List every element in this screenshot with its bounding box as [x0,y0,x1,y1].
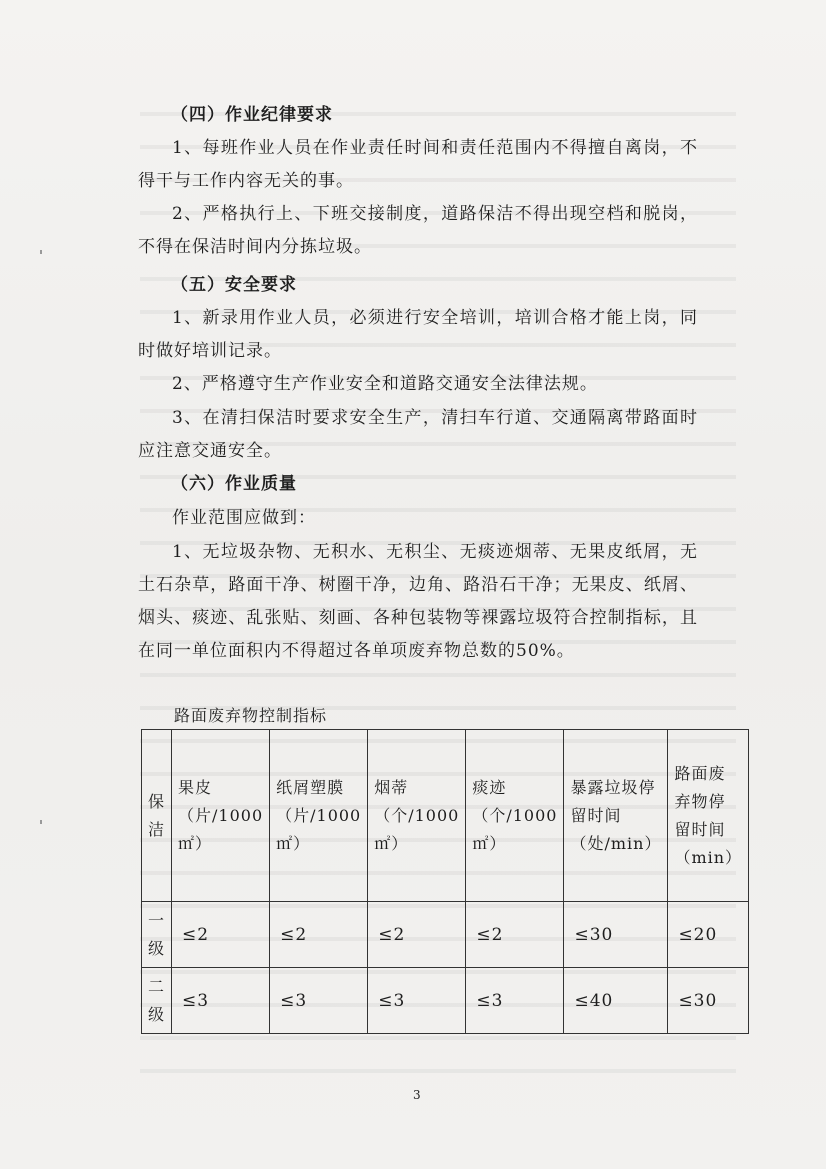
value-cell: ≤3 [270,968,368,1034]
header-cell: 痰迹（个/1000㎡） [466,730,564,902]
header-cell: 保洁 [142,730,172,902]
grade-cell: 二级 [142,968,172,1034]
value-cell: ≤2 [368,902,466,968]
table-caption: 路面废弃物控制指标 [174,706,328,725]
value-cell: ≤30 [564,902,668,968]
value-cell: ≤30 [668,968,749,1034]
header-cell: 果皮（片/1000㎡） [172,730,270,902]
value-cell: ≤20 [668,902,749,968]
paragraph: 1、无垃圾杂物、无积水、无积尘、无痰迹烟蒂、无果皮纸屑，无土石杂草，路面干净、树圈干净，边角、路沿石干净；无果皮、纸屑、烟头、痰迹、乱张贴、刻画、各种包装物等裸露垃圾符合控制指标，且在同一单位面积内不得超过各单项废弃物总数的50%。 [138,542,698,661]
scan-mark [40,820,42,824]
header-cell: 路面废弃物停留时间（min） [668,730,749,902]
table-row [142,968,749,1034]
paragraph: 2、严格遵守生产作业安全和道路交通安全法律法规。 [172,374,598,394]
page-number: 3 [413,1088,421,1102]
header-cell: 纸屑塑膜（片/1000㎡） [270,730,368,902]
paragraph: 3、在清扫保洁时要求安全生产，清扫车行道、交通隔离带路面时应注意交通安全。 [138,408,698,461]
value-cell: ≤3 [368,968,466,1034]
header-cell: 暴露垃圾停留时间（处/min） [564,730,668,902]
value-cell: ≤2 [466,902,564,968]
section-heading-6: （六）作业质量 [171,474,297,494]
control-index-table [141,729,749,1034]
paragraph: 作业范围应做到： [172,508,316,528]
paragraph: 2、严格执行上、下班交接制度，道路保洁不得出现空档和脱岗，不得在保洁时间内分拣垃圾。 [138,204,698,257]
header-cell: 烟蒂（个/1000㎡） [368,730,466,902]
paragraph: 1、新录用作业人员，必须进行安全培训，培训合格才能上岗，同时做好培训记录。 [138,308,698,361]
paragraph: 1、每班作业人员在作业责任时间和责任范围内不得擅自离岗，不得干与工作内容无关的事。 [138,138,698,191]
table-row [142,902,749,968]
value-cell: ≤3 [466,968,564,1034]
section-heading-5: （五）安全要求 [171,275,297,295]
table-header-row [142,730,749,902]
grade-cell: 一级 [142,902,172,968]
value-cell: ≤2 [172,902,270,968]
value-cell: ≤3 [172,968,270,1034]
section-heading-4: （四）作业纪律要求 [171,105,333,125]
scan-mark [40,250,42,254]
value-cell: ≤2 [270,902,368,968]
value-cell: ≤40 [564,968,668,1034]
